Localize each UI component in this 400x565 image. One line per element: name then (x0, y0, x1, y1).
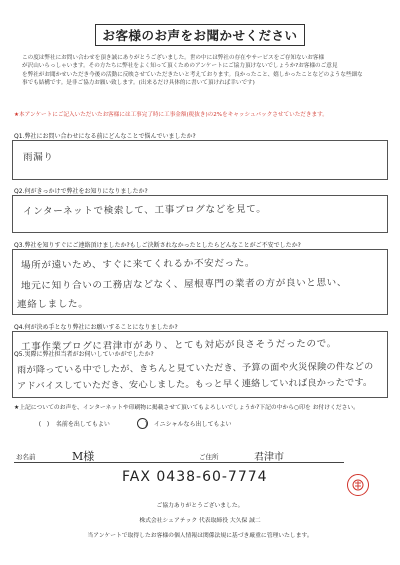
question-1-answer-box[interactable] (12, 140, 388, 180)
question-2-label: Q2.何がきっかけで弊社をお知りになりましたか? (14, 188, 148, 195)
name-field[interactable]: M様 (72, 450, 95, 463)
question-1-answer-line: 雨漏り (22, 151, 54, 164)
question-2-answer-box[interactable] (12, 195, 388, 233)
question-2-answer-line: インターネットで検索して、工事ブログなどを見て。 (22, 203, 267, 218)
option-checkbox[interactable]: ( ) (38, 421, 50, 428)
intro-line: が沢山いらっしゃいます。その方たちに弊社をよく知って頂くためのアンケートにご協力頂けないでしょうか?お客様のご意見 (22, 63, 338, 70)
address-field[interactable]: 君津市 (254, 452, 284, 463)
question-3-answer-line: 地元に知り合いの工務店などなく、屋根専門の業者の方が良いと思い、 (20, 277, 348, 292)
question-3-answer-line: 連絡しました。 (16, 298, 89, 311)
seal-mark-icon (351, 478, 365, 492)
intro-line: 事でも結構です。是非ご協力お願い致します。(出来るだけ具体的に書いて頂ければ幸いです) (22, 80, 255, 87)
question-1-label: Q1.弊社にお問い合わせになる前にどんなことで悩んでいましたか? (14, 133, 196, 140)
option-checkbox-selected[interactable]: ( ) (132, 421, 152, 428)
question-5-answer-line: 雨が降っている中でしたが、きちんと見ていただき、予算の面や火災保険の件などの (16, 361, 374, 376)
option-show-initial-label: イニシャルなら出してもよい (153, 421, 232, 428)
question-5-answer-line: アドバイスしていただき、安心しました。もっと早く連絡していれば良かったです。 (16, 377, 373, 392)
intro-line: この度は弊社にお問い合わせを頂き誠にありがとうございました。世の中には弊社の存在やサービスをご存知ないお客様 (22, 55, 325, 61)
option-show-initial[interactable] (132, 419, 232, 428)
question-4-label: Q4.何が決め手となり弊社にお願いすることになりましたか? (14, 324, 178, 331)
intro-paragraph (18, 54, 384, 88)
question-3-answer-box[interactable] (12, 249, 388, 315)
name-label: お名前 (16, 453, 36, 461)
question-3-answer-line: 場所が遠いため、すぐに来てくれるか不安だった。 (20, 257, 256, 272)
intro-line: を弊社がお聞かせいただき今後の活動に反映させていただきたいと考えております。良かったこと、嬉しかったことなどのような些細な (22, 71, 363, 78)
option-show-name-label: 名前を出してもよい (55, 421, 110, 428)
circle-mark-icon (137, 418, 148, 429)
address-label: ご住所 (199, 453, 219, 461)
thanks-text: ご協力ありがとうございました。 (156, 503, 244, 509)
question-5-label: Q5.実際に弊社担当者がお伺いしていかがでしたか? (14, 351, 154, 358)
company-seal-stamp (347, 474, 369, 496)
name-address-row (14, 449, 344, 463)
cashback-notice: ★本アンケートにご記入いただいたお客様には工事完了時に工事金額(税抜き)の2%をキャッシュバックさせていただきます。 (14, 112, 328, 118)
question-5-answer-box[interactable] (12, 358, 388, 398)
option-show-name[interactable] (34, 419, 110, 428)
publish-consent-text: ★上記についてのお声を、インターネットや印刷物に掲載させて頂いてもよろしいでしょうか?下記の中から○印を お付けください。 (14, 405, 359, 411)
question-4-answer-line: 工事作業ブログに君津市があり、とても対応が良さそうだったので。 (20, 338, 337, 353)
page-title: お客様のお声をお聞かせください (95, 24, 305, 46)
fax-number: FAX 0438-60-7774 (122, 469, 268, 485)
question-3-label: Q3.弊社を知りすぐにご連絡頂けましたか?もしご決断されなかったとしたらどんなことがご不安でしたか? (14, 242, 301, 249)
privacy-note: 当アンケートで取得したお客様の個人情報は関係法規に基づき厳重に管理いたします。 (87, 533, 313, 539)
company-name: 株式会社シェアテック 代表取締役 大久保 誠二 (139, 518, 261, 524)
